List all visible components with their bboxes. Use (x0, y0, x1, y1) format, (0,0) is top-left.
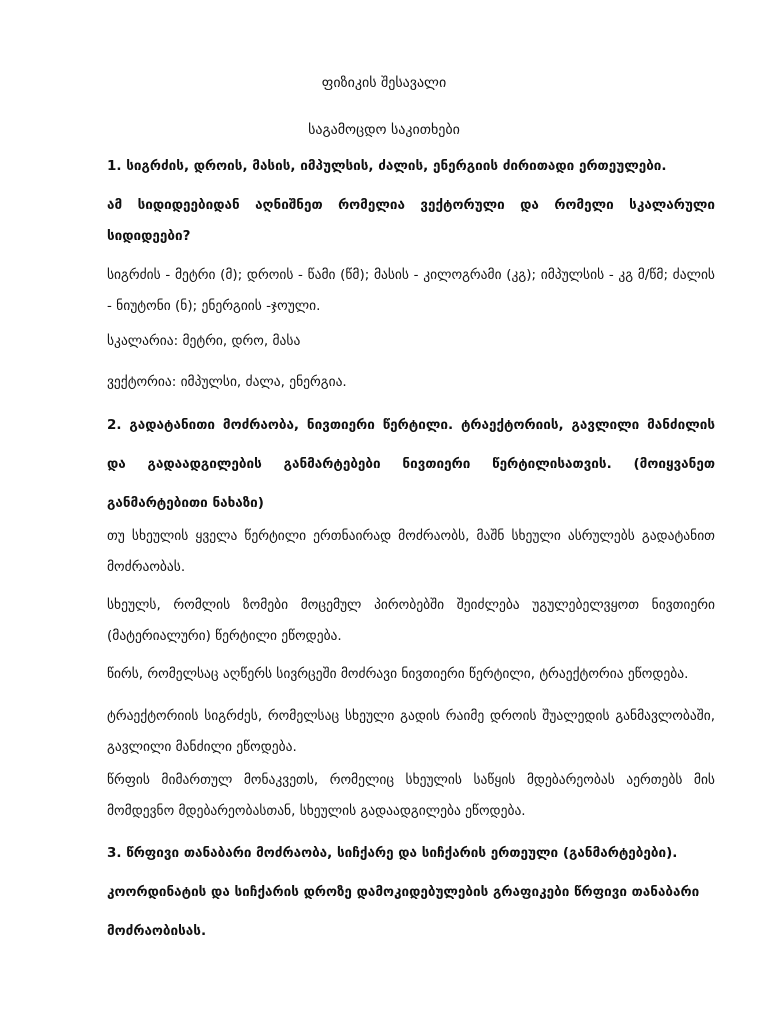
question-2-paragraph-3: წირს, რომელსაც აღწერს სივრცეში მოძრავი ნივთიერი წერტილი, ტრაექტორია ეწოდება. (107, 666, 689, 682)
question-1-vector: ვექტორია: იმპულსი, ძალა, ენერგია. (107, 374, 347, 390)
question-1-heading: 1. სიგრძის, დროის, მასის, იმპულსის, ძალის, ენერგიის ძირითადი ერთეულები. (107, 158, 667, 174)
document-title: ფიზიკის შესავალი (321, 75, 447, 91)
question-1-units: სიგრძის - მეტრი (მ); დროის - წამი (წმ); მასის - კილოგრამი (კგ); იმპულსის - კგ მ/წმ; ძალის - ნიუტონი (ნ); ენერგიის -ჯოული. (107, 267, 715, 314)
question-1-prompt: ამ სიდიდეებიდან აღნიშნეთ რომელია ვექტორული და რომელი სკალარული სიდიდეები? (107, 197, 715, 244)
question-3-heading: 3. წრფივი თანაბარი მოძრაობა, სიჩქარე და სიჩქარის ერთეული (განმარტებები). კოორდინატის და სიჩქარის დროზე დამოკიდებულების გრაფიკები წრფივი თანაბარი მოძრაობისას. (107, 845, 700, 939)
question-1-scalar: სკალარია: მეტრი, დრო, მასა (107, 333, 301, 349)
question-2-heading: 2. გადატანითი მოძრაობა, ნივთიერი წერტილი. ტრაექტორიის, გავლილი მანძილის და გადაადგილების განმარტებები ნივთიერი წერტილისათვის. (მოიყვანეთ განმარტებითი ნახაზი) (107, 417, 715, 511)
question-2-paragraph-5: წრფის მიმართულ მონაკვეთს, რომელიც სხეულის საწყის მდებარეობას აერთებს მის მომდევნო მდებარეობასთან, სხეულის გადაადგილება ეწოდება. (107, 772, 715, 819)
question-2-paragraph-2: სხეულს, რომლის ზომები მოცემულ პირობებში შეიძლება უგულებელვყოთ ნივთიერი (მატერიალური) წერტილი ეწოდება. (107, 597, 715, 644)
question-2-paragraph-1: თუ სხეულის ყველა წერტილი ერთნაირად მოძრაობს, მაშნ სხეული ასრულებს გადატანით მოძრაობას. (107, 528, 715, 575)
document-subtitle: საგამოცდო საკითხები (308, 122, 460, 138)
question-2-paragraph-4: ტრაექტორიის სიგრძეს, რომელსაც სხეული გადის რაიმე დროის შუალედის განმავლობაში, გავლილი მანძილი ეწოდება. (107, 708, 715, 755)
